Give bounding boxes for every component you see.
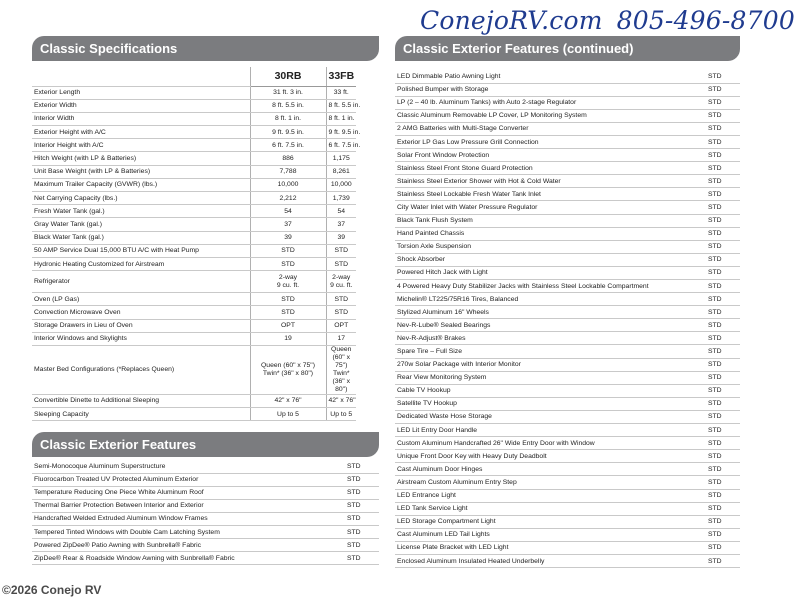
feature-value: STD <box>698 201 740 214</box>
feature-label: Handcrafted Welded Extruded Aluminum Window Frames <box>32 512 337 525</box>
spec-value-33fb <box>326 345 356 394</box>
spec-value-line: 9 cu. ft. <box>276 281 300 289</box>
spec-value-33fb: OPT <box>326 319 356 332</box>
feature-row <box>395 554 740 567</box>
feature-value: STD <box>698 122 740 135</box>
feature-row <box>395 319 740 332</box>
spec-label: Interior Windows and Skylights <box>32 332 250 345</box>
spec-label: Master Bed Configurations (*Replaces Queen) <box>32 345 250 394</box>
feature-label: 4 Powered Heavy Duty Stabilizer Jacks with Stainless Steel Lockable Compartment <box>395 280 698 293</box>
spec-label: 50 AMP Service Dual 15,000 BTU A/C with Heat Pump <box>32 244 250 257</box>
feature-label: License Plate Bracket with LED Light <box>395 541 698 554</box>
feature-label: Spare Tire – Full Size <box>395 345 698 358</box>
feature-value: STD <box>698 541 740 554</box>
feature-value: STD <box>698 424 740 437</box>
feature-value: STD <box>698 384 740 397</box>
spec-value-33fb: 1,739 <box>326 192 356 205</box>
spec-row <box>32 86 356 99</box>
spec-value-33fb: Up to 5 <box>326 408 356 421</box>
spec-value-33fb: STD <box>326 244 356 257</box>
feature-row <box>395 397 740 410</box>
feature-row <box>395 450 740 463</box>
spec-label: Unit Base Weight (with LP & Batteries) <box>32 165 250 178</box>
spec-value-30rb: 37 <box>250 218 326 231</box>
feature-value: STD <box>698 397 740 410</box>
feature-value: STD <box>698 437 740 450</box>
feature-row <box>32 486 379 499</box>
spec-value-line: 9 cu. ft. <box>330 281 353 289</box>
spec-label: Exterior Width <box>32 99 250 112</box>
feature-label: Black Tank Flush System <box>395 214 698 227</box>
feature-label: Nev-R-Adjust® Brakes <box>395 332 698 345</box>
feature-value: STD <box>698 319 740 332</box>
feature-row <box>395 214 740 227</box>
spec-value-33fb: 10,000 <box>326 178 356 191</box>
feature-row <box>32 473 379 486</box>
spec-label: Black Water Tank (gal.) <box>32 231 250 244</box>
spec-label: Net Carrying Capacity (lbs.) <box>32 192 250 205</box>
spec-value-33fb: 33 ft. <box>326 86 356 99</box>
feature-value: STD <box>698 554 740 567</box>
spec-value-33fb: STD <box>326 257 356 270</box>
feature-row <box>395 489 740 502</box>
feature-label: Shock Absorber <box>395 253 698 266</box>
feature-label: Nev-R-Lube® Sealed Bearings <box>395 319 698 332</box>
feature-label: Airstream Custom Aluminum Entry Step <box>395 476 698 489</box>
spec-value-line: Twin* (36" x 80") <box>262 369 314 377</box>
feature-row <box>395 162 740 175</box>
feature-row <box>395 502 740 515</box>
feature-label: Michelin® LT225/75R16 Tires, Balanced <box>395 293 698 306</box>
feature-value: STD <box>337 486 379 499</box>
exterior-cont-table <box>395 70 740 568</box>
feature-row <box>395 266 740 279</box>
feature-value: STD <box>698 96 740 109</box>
feature-value: STD <box>698 214 740 227</box>
spec-row <box>32 205 356 218</box>
feature-label: Powered ZipDee® Patio Awning with Sunbrella® Fabric <box>32 539 337 552</box>
feature-value: STD <box>698 227 740 240</box>
feature-value: STD <box>698 109 740 122</box>
feature-row <box>395 109 740 122</box>
feature-row <box>395 175 740 188</box>
spec-row <box>32 345 356 394</box>
copyright: ©2026 Conejo RV <box>2 583 102 597</box>
feature-row <box>395 528 740 541</box>
spec-row <box>32 231 356 244</box>
spec-value-30rb: STD <box>250 257 326 270</box>
feature-label: Satellite TV Hookup <box>395 397 698 410</box>
feature-label: Fluorocarbon Treated UV Protected Aluminum Exterior <box>32 473 337 486</box>
feature-value: STD <box>698 515 740 528</box>
spec-value-30rb: 6 ft. 7.5 in. <box>250 139 326 152</box>
feature-label: Polished Bumper with Storage <box>395 83 698 96</box>
spec-label: Gray Water Tank (gal.) <box>32 218 250 231</box>
feature-row <box>395 541 740 554</box>
feature-value: STD <box>698 70 740 83</box>
feature-row <box>32 512 379 525</box>
specs-title: Classic Specifications <box>32 36 379 61</box>
feature-value: STD <box>337 512 379 525</box>
dealer-watermark <box>420 6 795 35</box>
feature-value: STD <box>698 502 740 515</box>
spec-value-33fb: 6 ft. 7.5 in. <box>326 139 356 152</box>
spec-label: Storage Drawers in Lieu of Oven <box>32 319 250 332</box>
feature-value: STD <box>698 280 740 293</box>
feature-label: LP (2 – 40 lb. Aluminum Tanks) with Auto 2-stage Regulator <box>395 96 698 109</box>
feature-value: STD <box>698 476 740 489</box>
feature-label: Tempered Tinted Windows with Double Cam Latching System <box>32 525 337 538</box>
feature-row <box>395 188 740 201</box>
feature-row <box>32 460 379 473</box>
feature-label: Dedicated Waste Hose Storage <box>395 410 698 423</box>
spec-row <box>32 152 356 165</box>
dealer-site: ConejoRV.com <box>420 6 603 35</box>
spec-value-33fb: 1,175 <box>326 152 356 165</box>
spec-row <box>32 218 356 231</box>
feature-label: ZipDee® Rear & Roadside Window Awning with Sunbrella® Fabric <box>32 552 337 565</box>
spec-label: Interior Height with A/C <box>32 139 250 152</box>
col-33fb: 33FB <box>326 67 356 86</box>
feature-label: Enclosed Aluminum Insulated Heated Underbelly <box>395 554 698 567</box>
spec-row <box>32 293 356 306</box>
spec-value-33fb: 8 ft. 1 in. <box>326 112 356 125</box>
feature-label: Unique Front Door Key with Heavy Duty Deadbolt <box>395 450 698 463</box>
feature-value: STD <box>698 266 740 279</box>
spec-value-30rb <box>250 345 326 394</box>
spec-value-30rb: 7,788 <box>250 165 326 178</box>
feature-label: Powered Hitch Jack with Light <box>395 266 698 279</box>
exterior-title: Classic Exterior Features <box>32 432 379 457</box>
feature-label: Stylized Aluminum 16" Wheels <box>395 306 698 319</box>
feature-value: STD <box>698 489 740 502</box>
spec-value-line: 2-way <box>332 273 351 281</box>
exterior-cont-title: Classic Exterior Features (continued) <box>395 36 740 61</box>
feature-value: STD <box>698 253 740 266</box>
feature-row <box>395 96 740 109</box>
col-30rb: 30RB <box>250 67 326 86</box>
spec-value-30rb: 10,000 <box>250 178 326 191</box>
spec-value-30rb: 54 <box>250 205 326 218</box>
feature-value: STD <box>698 332 740 345</box>
spec-label: Interior Width <box>32 112 250 125</box>
feature-row <box>395 358 740 371</box>
spec-label: Hydronic Heating Customized for Airstream <box>32 257 250 270</box>
spec-value-33fb: STD <box>326 293 356 306</box>
spec-label: Exterior Height with A/C <box>32 126 250 139</box>
spec-value-line: Queen (60" x 75") <box>331 345 352 369</box>
exterior-table <box>32 460 379 565</box>
feature-label: Cast Aluminum Door Hinges <box>395 463 698 476</box>
feature-value: STD <box>337 460 379 473</box>
spec-value-33fb: 37 <box>326 218 356 231</box>
spec-value-30rb: OPT <box>250 319 326 332</box>
spec-label: Hitch Weight (with LP & Batteries) <box>32 152 250 165</box>
feature-value: STD <box>698 410 740 423</box>
spec-value-30rb: 886 <box>250 152 326 165</box>
spec-value-line: 2-way <box>278 273 298 281</box>
feature-label: Stainless Steel Lockable Fresh Water Tank Inlet <box>395 188 698 201</box>
feature-value: STD <box>337 552 379 565</box>
spec-row <box>32 394 356 407</box>
spec-value-30rb: 2,212 <box>250 192 326 205</box>
feature-value: STD <box>698 175 740 188</box>
spec-row <box>32 306 356 319</box>
specs-table <box>32 67 361 421</box>
feature-label: Hand Painted Chassis <box>395 227 698 240</box>
feature-value: STD <box>698 188 740 201</box>
feature-label: Cable TV Hookup <box>395 384 698 397</box>
feature-row <box>395 384 740 397</box>
spec-row <box>32 126 356 139</box>
spec-row <box>32 192 356 205</box>
feature-row <box>395 463 740 476</box>
spec-label: Refrigerator <box>32 271 250 293</box>
feature-row <box>395 293 740 306</box>
feature-row <box>395 306 740 319</box>
feature-value: STD <box>337 499 379 512</box>
spec-row <box>32 165 356 178</box>
feature-row <box>395 240 740 253</box>
spec-row <box>32 257 356 270</box>
spec-label: Fresh Water Tank (gal.) <box>32 205 250 218</box>
feature-row <box>395 149 740 162</box>
feature-value: STD <box>698 135 740 148</box>
feature-value: STD <box>698 528 740 541</box>
specs-label-header <box>32 67 250 86</box>
feature-label: Cast Aluminum LED Tail Lights <box>395 528 698 541</box>
feature-label: Temperature Reducing One Piece White Aluminum Roof <box>32 486 337 499</box>
feature-row <box>32 525 379 538</box>
spec-value-30rb: STD <box>250 244 326 257</box>
feature-label: Semi-Monocoque Aluminum Superstructure <box>32 460 337 473</box>
feature-row <box>395 515 740 528</box>
feature-row <box>32 552 379 565</box>
spec-label: Oven (LP Gas) <box>32 293 250 306</box>
spec-value-33fb <box>326 271 356 293</box>
spec-label: Maximum Trailer Capacity (GVWR) (lbs.) <box>32 178 250 191</box>
feature-value: STD <box>698 345 740 358</box>
spec-row <box>32 244 356 257</box>
feature-row <box>395 83 740 96</box>
spec-row <box>32 332 356 345</box>
feature-row <box>395 122 740 135</box>
feature-value: STD <box>698 306 740 319</box>
feature-value: STD <box>698 149 740 162</box>
spec-row <box>32 271 356 293</box>
feature-value: STD <box>698 83 740 96</box>
feature-label: LED Dimmable Patio Awning Light <box>395 70 698 83</box>
feature-row <box>395 371 740 384</box>
feature-value: STD <box>698 293 740 306</box>
feature-value: STD <box>698 463 740 476</box>
spec-value-30rb: 8 ft. 1 in. <box>250 112 326 125</box>
feature-row <box>32 499 379 512</box>
feature-row <box>395 424 740 437</box>
spec-row <box>32 99 356 112</box>
feature-label: Stainless Steel Front Stone Guard Protection <box>395 162 698 175</box>
feature-row <box>395 476 740 489</box>
spec-row <box>32 178 356 191</box>
spec-value-30rb: 39 <box>250 231 326 244</box>
spec-label: Convertible Dinette to Additional Sleeping <box>32 394 250 407</box>
spec-value-30rb: Up to 5 <box>250 408 326 421</box>
dealer-phone: 805-496-8700 <box>616 6 795 35</box>
feature-value: STD <box>337 525 379 538</box>
spec-value-30rb <box>250 271 326 293</box>
spec-label: Exterior Length <box>32 86 250 99</box>
feature-label: Solar Front Window Protection <box>395 149 698 162</box>
feature-label: LED Tank Service Light <box>395 502 698 515</box>
spec-value-33fb: 17 <box>326 332 356 345</box>
feature-value: STD <box>337 473 379 486</box>
spec-value-33fb: 39 <box>326 231 356 244</box>
feature-label: Exterior LP Gas Low Pressure Grill Connection <box>395 135 698 148</box>
spec-value-33fb: 42" x 76" <box>326 394 356 407</box>
spec-value-30rb: 31 ft. 3 in. <box>250 86 326 99</box>
spec-row <box>32 319 356 332</box>
feature-value: STD <box>698 162 740 175</box>
spec-row <box>32 139 356 152</box>
feature-row <box>395 280 740 293</box>
feature-row <box>395 410 740 423</box>
feature-value: STD <box>698 450 740 463</box>
spec-value-33fb: 54 <box>326 205 356 218</box>
feature-row <box>395 253 740 266</box>
spec-value-33fb: 8,261 <box>326 165 356 178</box>
spec-value-33fb: STD <box>326 306 356 319</box>
feature-row <box>395 332 740 345</box>
feature-label: LED Lit Entry Door Handle <box>395 424 698 437</box>
feature-value: STD <box>698 358 740 371</box>
spec-value-33fb: 9 ft. 9.5 in. <box>326 126 356 139</box>
feature-value: STD <box>698 240 740 253</box>
feature-label: LED Storage Compartment Light <box>395 515 698 528</box>
feature-label: Custom Aluminum Handcrafted 26" Wide Entry Door with Window <box>395 437 698 450</box>
spec-row <box>32 112 356 125</box>
feature-value: STD <box>698 371 740 384</box>
spec-row <box>32 408 356 421</box>
feature-label: City Water Inlet with Water Pressure Regulator <box>395 201 698 214</box>
feature-label: Torsion Axle Suspension <box>395 240 698 253</box>
spec-value-30rb: 9 ft. 9.5 in. <box>250 126 326 139</box>
feature-row <box>395 345 740 358</box>
spec-value-33fb: 8 ft. 5.5 in. <box>326 99 356 112</box>
spec-value-30rb: 42" x 76" <box>250 394 326 407</box>
spec-value-line: Queen (60" x 75") <box>261 361 315 369</box>
spec-value-30rb: STD <box>250 306 326 319</box>
spec-label: Sleeping Capacity <box>32 408 250 421</box>
spec-value-30rb: STD <box>250 293 326 306</box>
feature-row <box>395 227 740 240</box>
feature-label: Thermal Barrier Protection Between Interior and Exterior <box>32 499 337 512</box>
feature-row <box>395 437 740 450</box>
feature-label: Classic Aluminum Removable LP Cover, LP Monitoring System <box>395 109 698 122</box>
feature-label: Rear View Monitoring System <box>395 371 698 384</box>
feature-row <box>32 539 379 552</box>
feature-row <box>395 201 740 214</box>
feature-label: LED Entrance Light <box>395 489 698 502</box>
feature-row <box>395 135 740 148</box>
feature-value: STD <box>337 539 379 552</box>
spec-label: Convection Microwave Oven <box>32 306 250 319</box>
feature-label: 270w Solar Package with Interior Monitor <box>395 358 698 371</box>
spec-value-30rb: 8 ft. 5.5 in. <box>250 99 326 112</box>
feature-label: Stainless Steel Exterior Shower with Hot & Cold Water <box>395 175 698 188</box>
feature-row <box>395 70 740 83</box>
spec-value-line: Twin* (36" x 80") <box>332 369 351 393</box>
spec-value-30rb: 19 <box>250 332 326 345</box>
feature-label: 2 AMG Batteries with Multi-Stage Converter <box>395 122 698 135</box>
